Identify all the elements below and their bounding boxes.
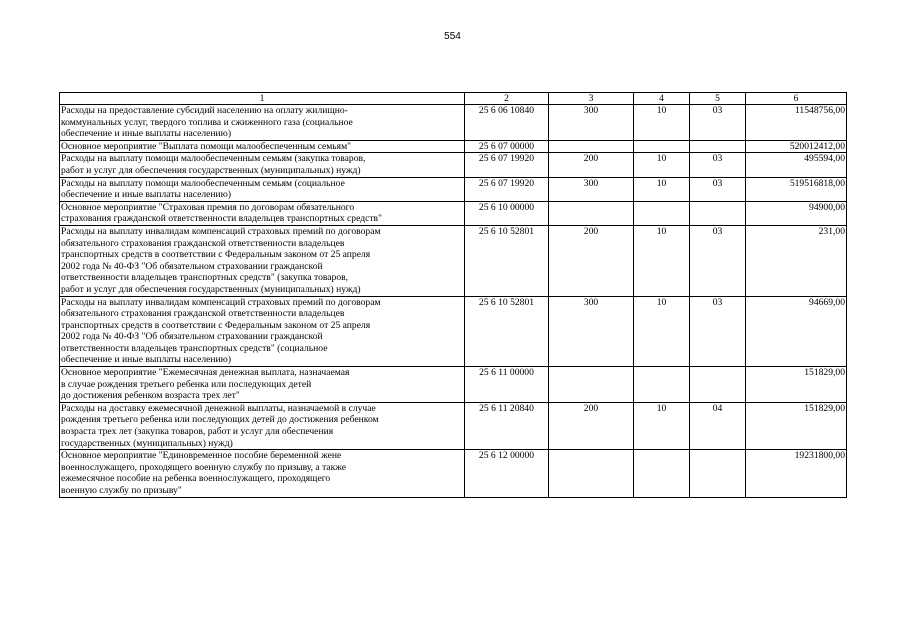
row-name-cell [60, 105, 465, 141]
row-col3-cell [549, 201, 634, 225]
row-sum-cell: 495594,00 [746, 153, 847, 177]
row-col3-cell: 300 [549, 296, 634, 367]
row-name-line: Основное мероприятие "Выплата помощи малообеспеченным семьям" [61, 140, 352, 152]
header-col-5: 5 [690, 93, 746, 105]
header-col-1: 1 [60, 93, 465, 105]
header-col-2: 2 [465, 93, 549, 105]
table-row [60, 225, 847, 296]
row-name-cell [60, 450, 465, 497]
row-col5-cell [690, 367, 746, 403]
table-row [60, 367, 847, 403]
row-sum-cell: 94900,00 [746, 201, 847, 225]
row-col4-cell: 10 [634, 225, 690, 296]
row-code-cell: 25 6 06 10840 [465, 105, 549, 141]
row-col4-cell: 10 [634, 105, 690, 141]
header-col-3: 3 [549, 93, 634, 105]
row-sum-cell: 231,00 [746, 225, 847, 296]
row-col3-cell: 300 [549, 177, 634, 201]
table-row [60, 177, 847, 201]
row-name-cell [60, 402, 465, 449]
row-col5-cell [690, 140, 746, 153]
row-name-line: государственных (муниципальных) нужд) [61, 437, 233, 449]
row-name-line: 2002 года № 40-ФЗ "Об обязательном страховании гражданской [61, 331, 323, 343]
row-name-line: ежемесячное пособие на ребенка военнослужащего, проходящего [61, 473, 331, 485]
row-sum-cell: 151829,00 [746, 367, 847, 403]
row-name-line: работ и услуг для обеспечения государственных (муниципальных) нужд) [61, 283, 361, 295]
row-code-cell: 25 6 11 20840 [465, 402, 549, 449]
row-name-cell [60, 177, 465, 201]
row-name-line: страхования гражданской ответственности владельцев транспортных средств" [61, 213, 382, 225]
row-name-line: ответственности владельцев транспортных средств" (социальное [61, 342, 328, 354]
row-col5-cell [690, 201, 746, 225]
row-name-line: Основное мероприятие "Единовременное пособие беременной жене [61, 450, 342, 462]
row-name-cell [60, 140, 465, 153]
row-name-cell [60, 201, 465, 225]
row-name-line: Расходы на выплату помощи малообеспеченным семьям (социальное [61, 177, 345, 189]
row-sum-cell: 11548756,00 [746, 105, 847, 141]
row-code-cell: 25 6 10 52801 [465, 225, 549, 296]
row-name-line: обязательного страхования гражданской ответственности владельцев [61, 308, 345, 320]
row-name-line: до достижения ребенком возраста трех лет" [61, 390, 240, 402]
row-col3-cell: 300 [549, 105, 634, 141]
row-sum-cell: 519516818,00 [746, 177, 847, 201]
row-col3-cell [549, 140, 634, 153]
row-code-cell: 25 6 07 19920 [465, 153, 549, 177]
row-code-cell: 25 6 11 00000 [465, 367, 549, 403]
row-name-line: Расходы на выплату инвалидам компенсаций страховых премий по договорам [61, 225, 381, 237]
row-name-line: военнослужащего, проходящего военную службу по призыву, а также [61, 461, 347, 473]
table-row [60, 201, 847, 225]
header-col-6: 6 [746, 93, 847, 105]
row-code-cell: 25 6 07 00000 [465, 140, 549, 153]
row-col3-cell: 200 [549, 225, 634, 296]
table-row [60, 402, 847, 449]
row-col4-cell: 10 [634, 402, 690, 449]
row-name-line: Расходы на доставку ежемесячной денежной выплаты, назначаемой в случае [61, 402, 376, 414]
row-sum-cell: 94669,00 [746, 296, 847, 367]
row-sum-cell: 19231800,00 [746, 450, 847, 497]
row-name-line: работ и услуг для обеспечения государственных (муниципальных) нужд) [61, 164, 361, 176]
table-row [60, 140, 847, 153]
row-col5-cell: 03 [690, 296, 746, 367]
row-name-line: Расходы на выплату помощи малообеспеченным семьям (закупка товаров, [61, 153, 366, 165]
table-row [60, 105, 847, 141]
row-name-line: обеспечение и иные выплаты населению) [61, 189, 232, 201]
table-body [60, 105, 847, 498]
row-col5-cell: 04 [690, 402, 746, 449]
row-col5-cell: 03 [690, 225, 746, 296]
row-name-line: коммунальных услуг, твердого топлива и сжиженного газа (социальное [61, 116, 353, 128]
row-name-line: Основное мероприятие "Ежемесячная денежная выплата, назначаемая [61, 367, 350, 379]
row-name-line: в случае рождения третьего ребенка или последующих детей [61, 378, 312, 390]
row-name-cell [60, 153, 465, 177]
row-name-cell [60, 367, 465, 403]
row-name-line: транспортных средств в соответствии с Федеральным законом от 25 апреля [61, 249, 371, 261]
row-name-line: Расходы на предоставление субсидий населению на оплату жилищно- [61, 105, 348, 116]
row-name-line: Основное мероприятие "Страховая премия по договорам обязательного [61, 201, 355, 213]
row-code-cell: 25 6 10 52801 [465, 296, 549, 367]
row-sum-cell: 520012412,00 [746, 140, 847, 153]
row-col5-cell [690, 450, 746, 497]
table-row [60, 296, 847, 367]
row-col4-cell [634, 201, 690, 225]
row-col4-cell [634, 367, 690, 403]
row-name-cell [60, 225, 465, 296]
row-col3-cell [549, 450, 634, 497]
row-col4-cell: 10 [634, 296, 690, 367]
budget-table [59, 92, 847, 498]
row-col4-cell: 10 [634, 177, 690, 201]
page-number: 554 [444, 31, 461, 42]
row-name-line: обеспечение и иные выплаты населению) [61, 128, 232, 140]
row-code-cell: 25 6 12 00000 [465, 450, 549, 497]
row-name-line: рождения третьего ребенка или последующих детей до достижения ребенком [61, 414, 379, 426]
row-sum-cell: 151829,00 [746, 402, 847, 449]
row-col4-cell [634, 140, 690, 153]
row-name-line: ответственности владельцев транспортных средств" (закупка товаров, [61, 272, 349, 284]
row-col5-cell: 03 [690, 177, 746, 201]
row-col5-cell: 03 [690, 105, 746, 141]
row-name-line: возраста трех лет (закупка товаров, работ и услуг для обеспечения [61, 426, 334, 438]
row-col3-cell: 200 [549, 153, 634, 177]
row-col5-cell: 03 [690, 153, 746, 177]
row-col4-cell: 10 [634, 153, 690, 177]
row-name-cell [60, 296, 465, 367]
table-row [60, 153, 847, 177]
row-name-line: транспортных средств в соответствии с Федеральным законом от 25 апреля [61, 319, 371, 331]
table-header-row [60, 93, 847, 105]
row-col4-cell [634, 450, 690, 497]
row-name-line: обязательного страхования гражданской ответственности владельцев [61, 237, 345, 249]
row-name-line: военную службу по призыву" [61, 485, 182, 496]
row-code-cell: 25 6 10 00000 [465, 201, 549, 225]
header-col-4: 4 [634, 93, 690, 105]
row-col3-cell [549, 367, 634, 403]
table-row [60, 450, 847, 497]
row-name-line: 2002 года № 40-ФЗ "Об обязательном страховании гражданской [61, 260, 323, 272]
row-col3-cell: 200 [549, 402, 634, 449]
row-name-line: обеспечение и иные выплаты населению) [61, 354, 232, 366]
row-name-line: Расходы на выплату инвалидам компенсаций страховых премий по договорам [61, 296, 381, 308]
row-code-cell: 25 6 07 19920 [465, 177, 549, 201]
